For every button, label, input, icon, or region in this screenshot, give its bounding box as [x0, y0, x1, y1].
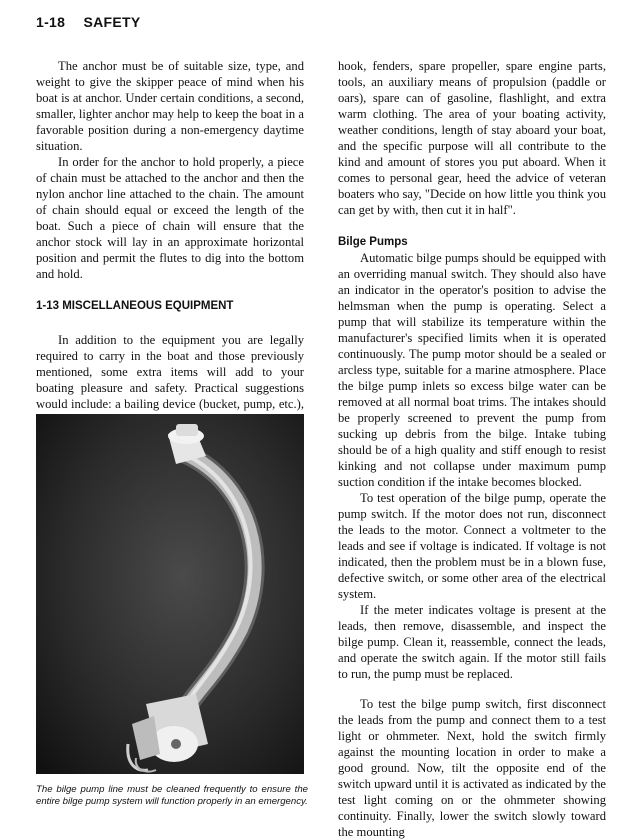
- stores-paragraph: hook, fenders, spare propeller, spare engine parts, tools, an auxiliary means of propulsion (paddle or oars), spare can of gasoline, flashlight, and extra warm clothing. The area of your boating activity, weather conditions, length of stay aboard your boat, and the specific purpose will all contribute to the kind and amount of stores you put aboard. When it comes to personal gear, heed the advice of veteran boaters who say, "Decide on how little you think you can get by with, then cut it in half".: [338, 59, 606, 217]
- bilge-pump-photo: [36, 414, 304, 774]
- bilge-pumps-heading: Bilge Pumps: [338, 236, 408, 248]
- misc-equipment-heading: 1-13 MISCELLANEOUS EQUIPMENT: [36, 300, 234, 312]
- figure-caption: The bilge pump line must be cleaned frequently to ensure the entire bilge pump system will function properly in an emergency.: [36, 784, 308, 807]
- bilge-pumps-paragraph-2: To test operation of the bilge pump, operate the pump switch. If the motor does not run, disconnect the leads to the motor. Connect a voltmeter to the leads and see if voltage is indicated. If voltage is not indicated, then the problem must be in a blown fuse, defective switch, or some other area of the electrical system.: [338, 491, 606, 601]
- bilge-pumps-paragraph-1: Automatic bilge pumps should be equipped with an overriding manual switch. They should also have an indicator in the operator's position to advise the helmsman when the pump is operating. Select a pump that will stabilize its temperature within the manufacturer's specified limits when it is operated continuously. The pump motor should be a sealed or arcless type, suitable for a marine atmosphere. Place the bilge pump inlets so excess bilge water can be removed at all normal boat trims. The intakes should be properly screened to prevent the pump from sucking up debris from the bilge. Intake tubing should be of a high quality and stiff enough to resist kinking and not collapse under maximum pump suction condition if the intake becomes blocked.: [338, 251, 606, 489]
- section-title: SAFETY: [83, 14, 141, 30]
- switch-test-paragraph: To test the bilge pump switch, first disconnect the leads from the pump and connect them to a test light or ohmmeter. Next, hold the switch firmly against the mounting location in order to make a good ground. Now, tilt the opposite end of the switch upward until it is activated as indicated by the test light coming on or the ohmmeter showing continuity. Finally, lower the switch slowly toward the mounting: [338, 697, 606, 839]
- anchor-paragraph-2: In order for the anchor to hold properly, a piece of chain must be attached to the anchor and then the nylon anchor line attached to the chain. The amount of chain should equal or exceed the length of the boat. Such a piece of chain will ensure that the anchor stock will lay in an approximate horizontal position and permit the flutes to dig into the bottom and hold.: [36, 155, 304, 281]
- bilge-pump-illustration: [36, 414, 304, 774]
- right-column: [338, 58, 606, 840]
- anchor-paragraph-1: The anchor must be of suitable size, type, and weight to give the skipper peace of mind when his boat is at anchor. Under certain conditions, a second, smaller, lighter anchor may help to keep the boat in a favorable position during a non-emergency daytime situation.: [36, 59, 304, 153]
- bilge-pumps-paragraph-3: If the meter indicates voltage is present at the leads, then remove, disassemble, and inspect the bilge pump. Clean it, reassemble, connect the leads, and operate the switch again. If the motor still fails to run, the pump must be replaced.: [338, 603, 606, 681]
- page-number: 1-18: [36, 14, 66, 30]
- misc-equipment-paragraph: In addition to the equipment you are legally required to carry in the boat and those previously mentioned, some extra items will add to your boating pleasure and safety. Practical suggestions would include: a bailing device (bucket, pump, etc.),: [36, 333, 304, 411]
- page-header: [36, 14, 140, 30]
- left-column: [36, 58, 304, 428]
